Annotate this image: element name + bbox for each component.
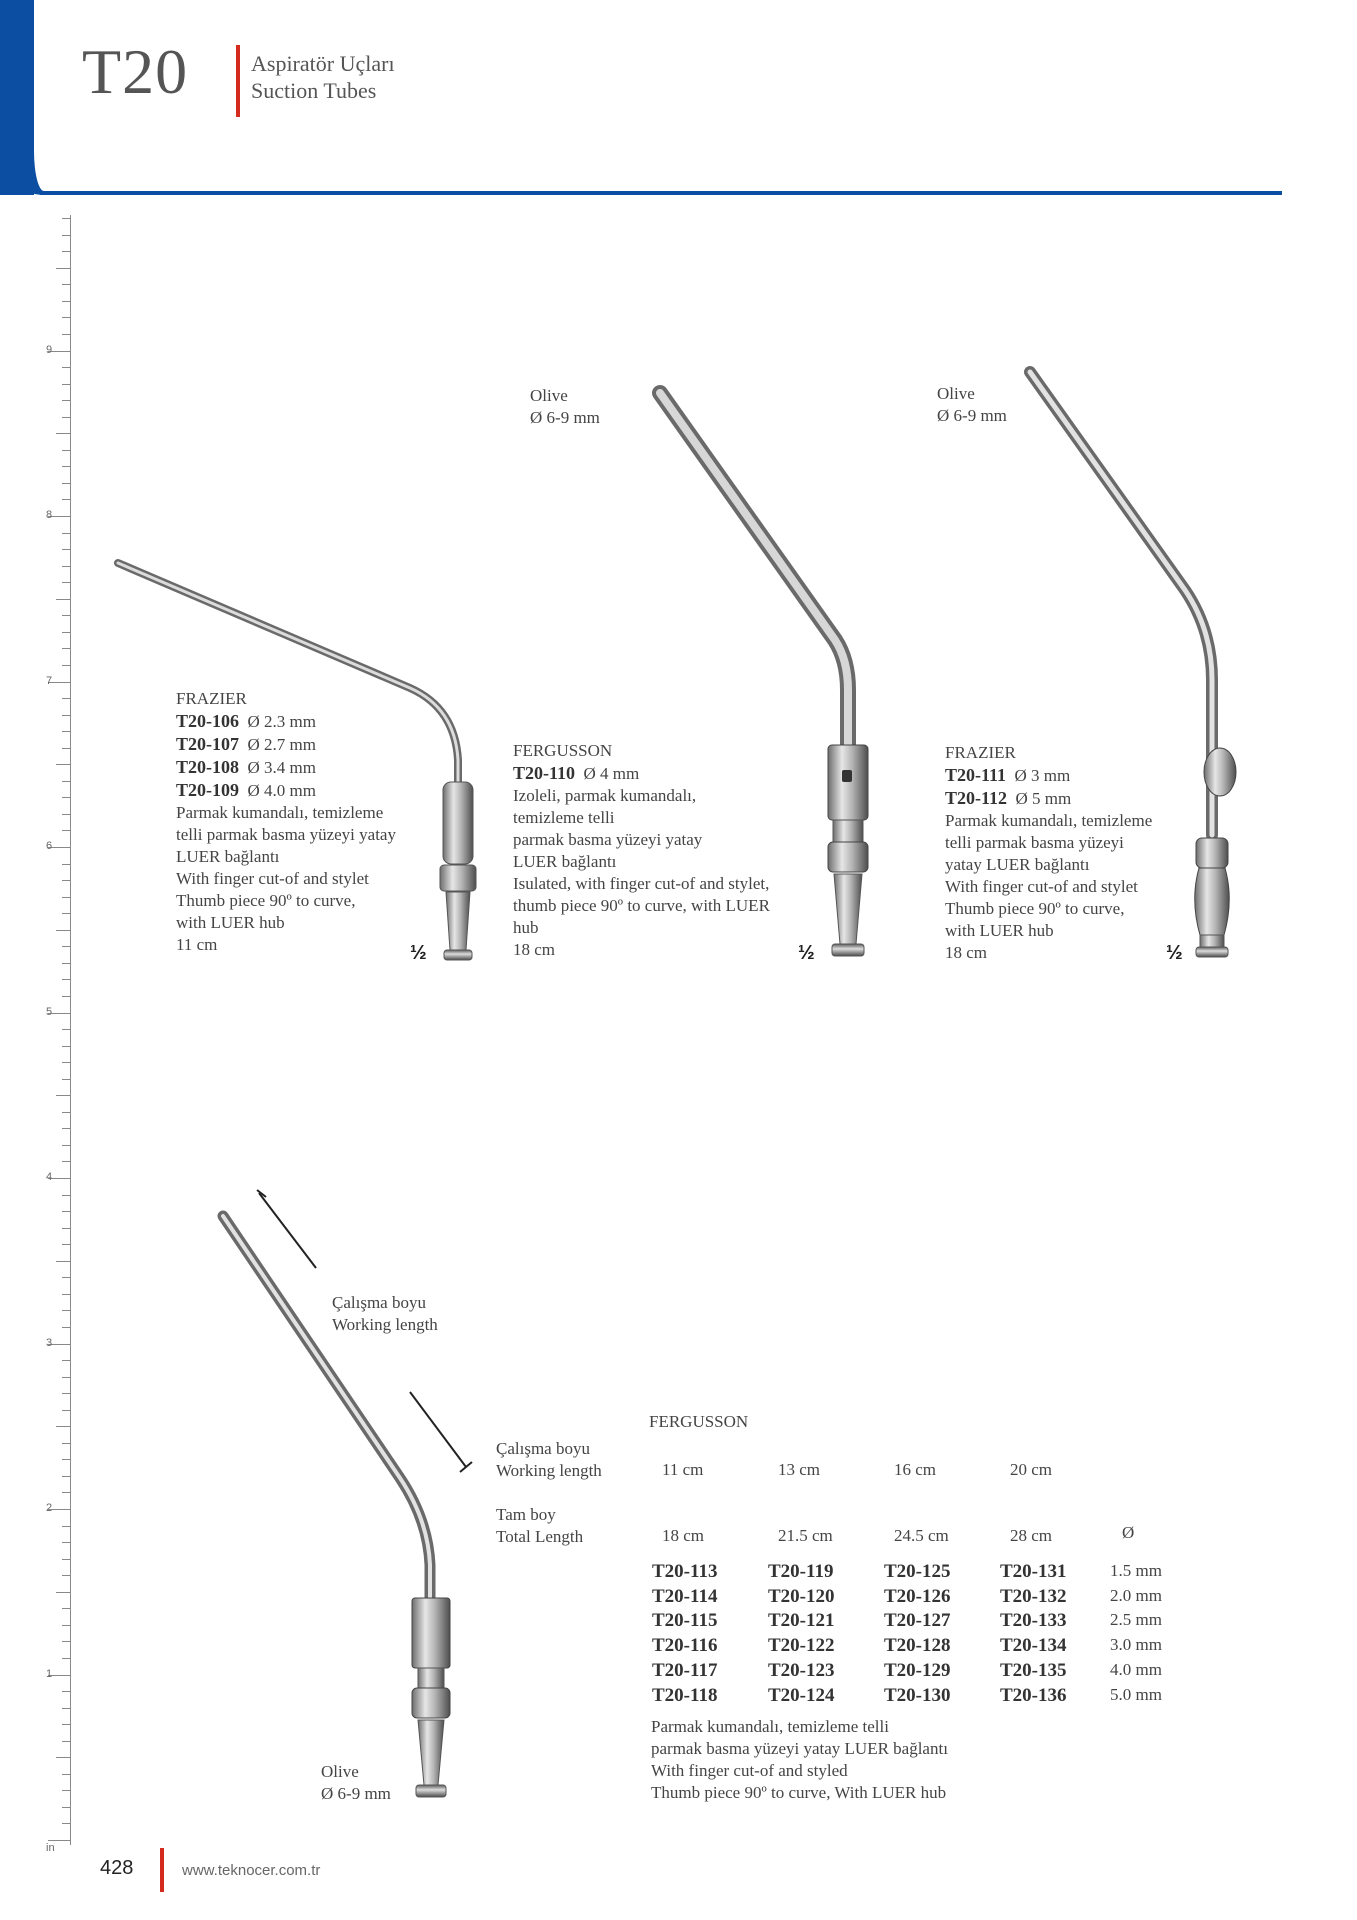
diameter-cell: 4.0 mm [1110, 1659, 1162, 1679]
product-code-cell: T20-118 [652, 1684, 718, 1706]
product-code-cell: T20-122 [768, 1635, 835, 1657]
desc-line: Parmak kumandalı, temizleme [176, 803, 384, 822]
product-code: T20-110 [513, 763, 576, 783]
desc-line: With finger cut-of and styled [651, 1761, 848, 1780]
row-working-en: Working length [496, 1461, 602, 1480]
working-length-cell: 20 cm [1010, 1460, 1053, 1479]
bottom-desc [651, 1716, 948, 1804]
product-code: T20-107 [176, 734, 239, 754]
ruler-number: 9 [46, 343, 53, 356]
product-code: T20-111 [945, 765, 1007, 785]
desc-line: hub [513, 918, 539, 937]
product-code-cell: T20-115 [652, 1610, 718, 1632]
product-code: T20-108 [176, 757, 239, 777]
scale-half-1: ½ [410, 942, 427, 964]
row-label-working [496, 1438, 602, 1482]
product-code-cell: T20-121 [768, 1610, 835, 1632]
product-3-block [945, 742, 1152, 964]
product-code-cell: T20-131 [1000, 1561, 1067, 1582]
desc-line: telli parmak basma yüzeyi yatay [176, 825, 396, 844]
ruler-number: 1 [46, 1667, 53, 1680]
row-total-tr: Tam boy [496, 1505, 556, 1524]
product-1-item-1 [176, 710, 396, 733]
product-3-item-2 [945, 787, 1152, 810]
total-length-cell: 18 cm [662, 1526, 705, 1545]
desc-line: Izoleli, parmak kumandalı, [513, 786, 697, 805]
desc-line: parmak basma yüzeyi yatay LUER bağlantı [651, 1739, 948, 1758]
product-dia: Ø 3.4 mm [247, 758, 316, 777]
product-dia: Ø 3 mm [1014, 766, 1071, 785]
ruler-number: 5 [46, 1005, 53, 1018]
subtitle-tr: Aspiratör Uçları [251, 51, 395, 76]
product-code-cell: T20-132 [1000, 1585, 1067, 1607]
product-code-cell: T20-120 [768, 1585, 835, 1607]
product-code-cell: T20-134 [1000, 1635, 1067, 1657]
row-working-tr: Çalışma boyu [496, 1439, 590, 1458]
product-2-block [513, 740, 770, 961]
website-url[interactable]: www.teknocer.com.tr [182, 1862, 321, 1879]
working-length-cell: 11 cm [662, 1460, 704, 1479]
desc-line: Thumb piece 90º to curve, [176, 891, 356, 910]
page-number: 428 [100, 1857, 134, 1879]
product-code: T20-109 [176, 780, 239, 800]
product-code-cell: T20-116 [652, 1635, 718, 1657]
ruler-number: 8 [46, 509, 53, 521]
desc-line: parmak basma yüzeyi yatay [513, 830, 703, 849]
desc-line: Thumb piece 90º to curve, [945, 899, 1125, 918]
desc-line: temizleme telli [513, 808, 615, 827]
diameter-symbol: Ø [1122, 1523, 1135, 1542]
product-dia: Ø 2.7 mm [247, 735, 316, 754]
working-length-en: Working length [332, 1315, 438, 1334]
product-dia: Ø 2.3 mm [247, 712, 316, 731]
product-3-olive [937, 383, 1007, 427]
product-code-cell: T20-128 [884, 1635, 951, 1657]
desc-line: with LUER hub [176, 913, 285, 932]
desc-line: 11 cm [176, 935, 218, 954]
desc-line: Parmak kumandalı, temizleme [945, 811, 1153, 830]
total-length-cell: 28 cm [1010, 1526, 1053, 1545]
diameter-cell: 3.0 mm [1110, 1635, 1162, 1655]
product-code: T20-112 [945, 788, 1008, 808]
ruler-number: 7 [46, 674, 53, 687]
product-code-cell: T20-133 [1000, 1610, 1067, 1632]
product-dia: Ø 4 mm [583, 764, 640, 783]
product-code-cell: T20-123 [768, 1659, 835, 1681]
product-code-cell: T20-125 [884, 1561, 951, 1582]
footer-red-divider [160, 1848, 164, 1892]
total-length-cell: 24.5 cm [894, 1526, 949, 1545]
ruler-unit: in [46, 1842, 55, 1854]
olive-label: Olive [530, 386, 568, 405]
product-code-cell: T20-114 [652, 1585, 718, 1607]
product-1-item-2 [176, 733, 396, 756]
scale-half-2: ½ [798, 942, 815, 964]
desc-line: Thumb piece 90º to curve, With LUER hub [651, 1783, 947, 1802]
product-code-cell: T20-129 [884, 1659, 951, 1681]
working-length-cell: 13 cm [778, 1460, 821, 1479]
total-length-cell: 21.5 cm [778, 1526, 833, 1545]
ruler-number: 2 [46, 1502, 53, 1514]
product-code-cell: T20-119 [768, 1561, 834, 1582]
product-code-cell: T20-124 [768, 1684, 835, 1706]
product-code-cell: T20-127 [884, 1610, 951, 1632]
subtitle-en: Suction Tubes [251, 78, 377, 103]
row-total-en: Total Length [496, 1527, 584, 1546]
product-2-olive [530, 385, 600, 429]
desc-line: thumb piece 90º to curve, with LUER [513, 896, 770, 915]
diameter-cell: 5.0 mm [1110, 1684, 1162, 1704]
olive-diameter: Ø 6-9 mm [321, 1784, 391, 1803]
product-1-item-4 [176, 779, 396, 802]
product-1-name: FRAZIER [176, 689, 247, 708]
product-1-block [176, 688, 396, 956]
fergusson-bottom-instrument [223, 1190, 472, 1797]
product-code-cell: T20-135 [1000, 1659, 1067, 1681]
product-3-name: FRAZIER [945, 743, 1016, 762]
ruler-number: 4 [46, 1171, 53, 1183]
ruler-number: 3 [46, 1336, 53, 1349]
product-3-item-1 [945, 764, 1152, 787]
desc-line: 18 cm [513, 940, 556, 959]
olive-diameter: Ø 6-9 mm [530, 408, 600, 427]
product-dia: Ø 5 mm [1015, 789, 1072, 808]
desc-line: LUER bağlantı [176, 847, 280, 866]
olive-label: Olive [937, 384, 975, 403]
olive-diameter: Ø 6-9 mm [937, 406, 1007, 425]
table-title: FERGUSSON [649, 1412, 749, 1431]
olive-label: Olive [321, 1762, 359, 1781]
desc-line: telli parmak basma yüzeyi [945, 833, 1124, 852]
desc-line: With finger cut-of and stylet [176, 869, 369, 888]
working-length-cell: 16 cm [894, 1460, 937, 1479]
diameter-cell: 1.5 mm [1110, 1561, 1162, 1580]
product-code-cell: T20-117 [652, 1659, 718, 1681]
product-code: T20-106 [176, 711, 239, 731]
desc-line: Parmak kumandalı, temizleme telli [651, 1717, 889, 1736]
diameter-cell: 2.0 mm [1110, 1585, 1162, 1605]
product-code-cell: T20-126 [884, 1585, 951, 1607]
catalog-code: T20 [82, 36, 189, 107]
desc-line: Isulated, with finger cut-of and stylet, [513, 874, 770, 893]
desc-line: with LUER hub [945, 921, 1054, 940]
diameter-cell: 2.5 mm [1110, 1610, 1162, 1630]
product-1-item-3 [176, 756, 396, 779]
ruler-number: 6 [46, 840, 53, 852]
desc-line: LUER bağlantı [513, 852, 617, 871]
desc-line: With finger cut-of and stylet [945, 877, 1138, 896]
product-2-item-1 [513, 762, 770, 785]
working-length-tr: Çalışma boyu [332, 1293, 426, 1312]
desc-line: yatay LUER bağlantı [945, 855, 1090, 874]
working-length-callout [332, 1292, 438, 1336]
desc-line: 18 cm [945, 943, 988, 962]
product-2-name: FERGUSSON [513, 741, 613, 760]
product-code-cell: T20-136 [1000, 1684, 1067, 1706]
bottom-olive [321, 1761, 391, 1805]
product-code-cell: T20-113 [652, 1561, 718, 1582]
scale-half-3: ½ [1166, 942, 1183, 964]
row-label-total [496, 1504, 583, 1548]
product-dia: Ø 4.0 mm [247, 781, 316, 800]
product-code-cell: T20-130 [884, 1684, 951, 1706]
